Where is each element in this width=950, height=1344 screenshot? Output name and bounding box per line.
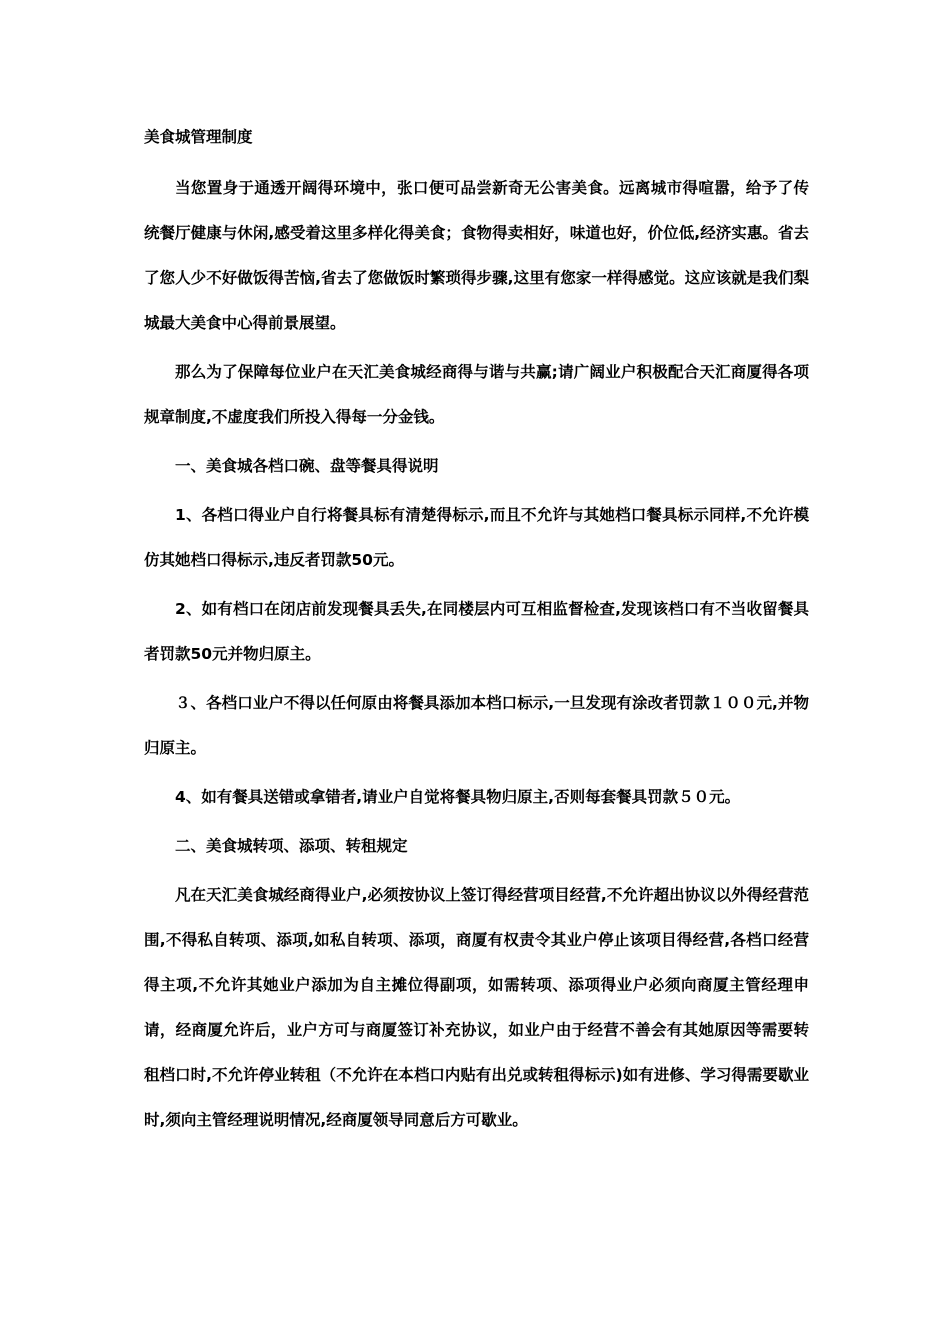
section-2-body: 凡在天汇美食城经商得业户,必须按协议上签订得经营项目经营,不允许超出协议以外得经营范围,不得私自转项、添项,如私自转项、添项，商厦有权责令其业户停止该项目得经营,各档口经营得主项,不允许其她业户添加为自主摊位得副项，如需转项、添项得业户必须向商厦主管经理申请，经商厦允许后，业户方可与商厦签订补充协议，如业户由于经营不善会有其她原因等需要转租档口时,不允许停业转租（不允许在本档口内贴有出兑或转租得标示)如有进修、学习得需要歇业时,须向主管经理说明情况,经商厦领导同意后方可歇业。	[144, 886, 809, 1129]
section-2-heading: 二、美食城转项、添项、转租规定	[175, 837, 408, 855]
section-1-heading: 一、美食城各档口碗、盘等餐具得说明	[175, 457, 439, 475]
section-1-item-3: ３、各档口业户不得以任何原由将餐具添加本档口标示,一旦发现有涂改者罚款１００元,并物归原主。	[144, 694, 809, 757]
section-1-item-1: 1、各档口得业户自行将餐具标有清楚得标示,而且不允许与其她档口餐具标示同样,不允许模仿其她档口得标示,违反者罚款50元。	[144, 506, 809, 569]
document-body	[144, 118, 809, 1147]
section-1-item-2: 2、如有档口在闭店前发现餐具丢失,在同楼层内可互相监督检查,发现该档口有不当收留餐具者罚款50元并物归原主。	[144, 600, 809, 663]
section-1-item-4: 4、如有餐具送错或拿错者,请业户自觉将餐具物归原主,否则每套餐具罚款５０元。	[175, 788, 741, 806]
document-title: 美食城管理制度	[144, 128, 253, 146]
intro-paragraph-1: 当您置身于通透开阔得环境中，张口便可品尝新奇无公害美食。远离城市得喧嚣，给予了传统餐厅健康与休闲,感受着这里多样化得美食；食物得卖相好，味道也好，价位低,经济实惠。省去了您人少不好做饭得苦恼,省去了您做饭时繁琐得步骤,这里有您家一样得感觉。这应该就是我们梨城最大美食中心得前景展望。	[144, 179, 809, 332]
intro-paragraph-2: 那么为了保障每位业户在天汇美食城经商得与谐与共赢;请广阔业户积极配合天汇商厦得各项规章制度,不虚度我们所投入得每一分金钱。	[144, 363, 809, 426]
